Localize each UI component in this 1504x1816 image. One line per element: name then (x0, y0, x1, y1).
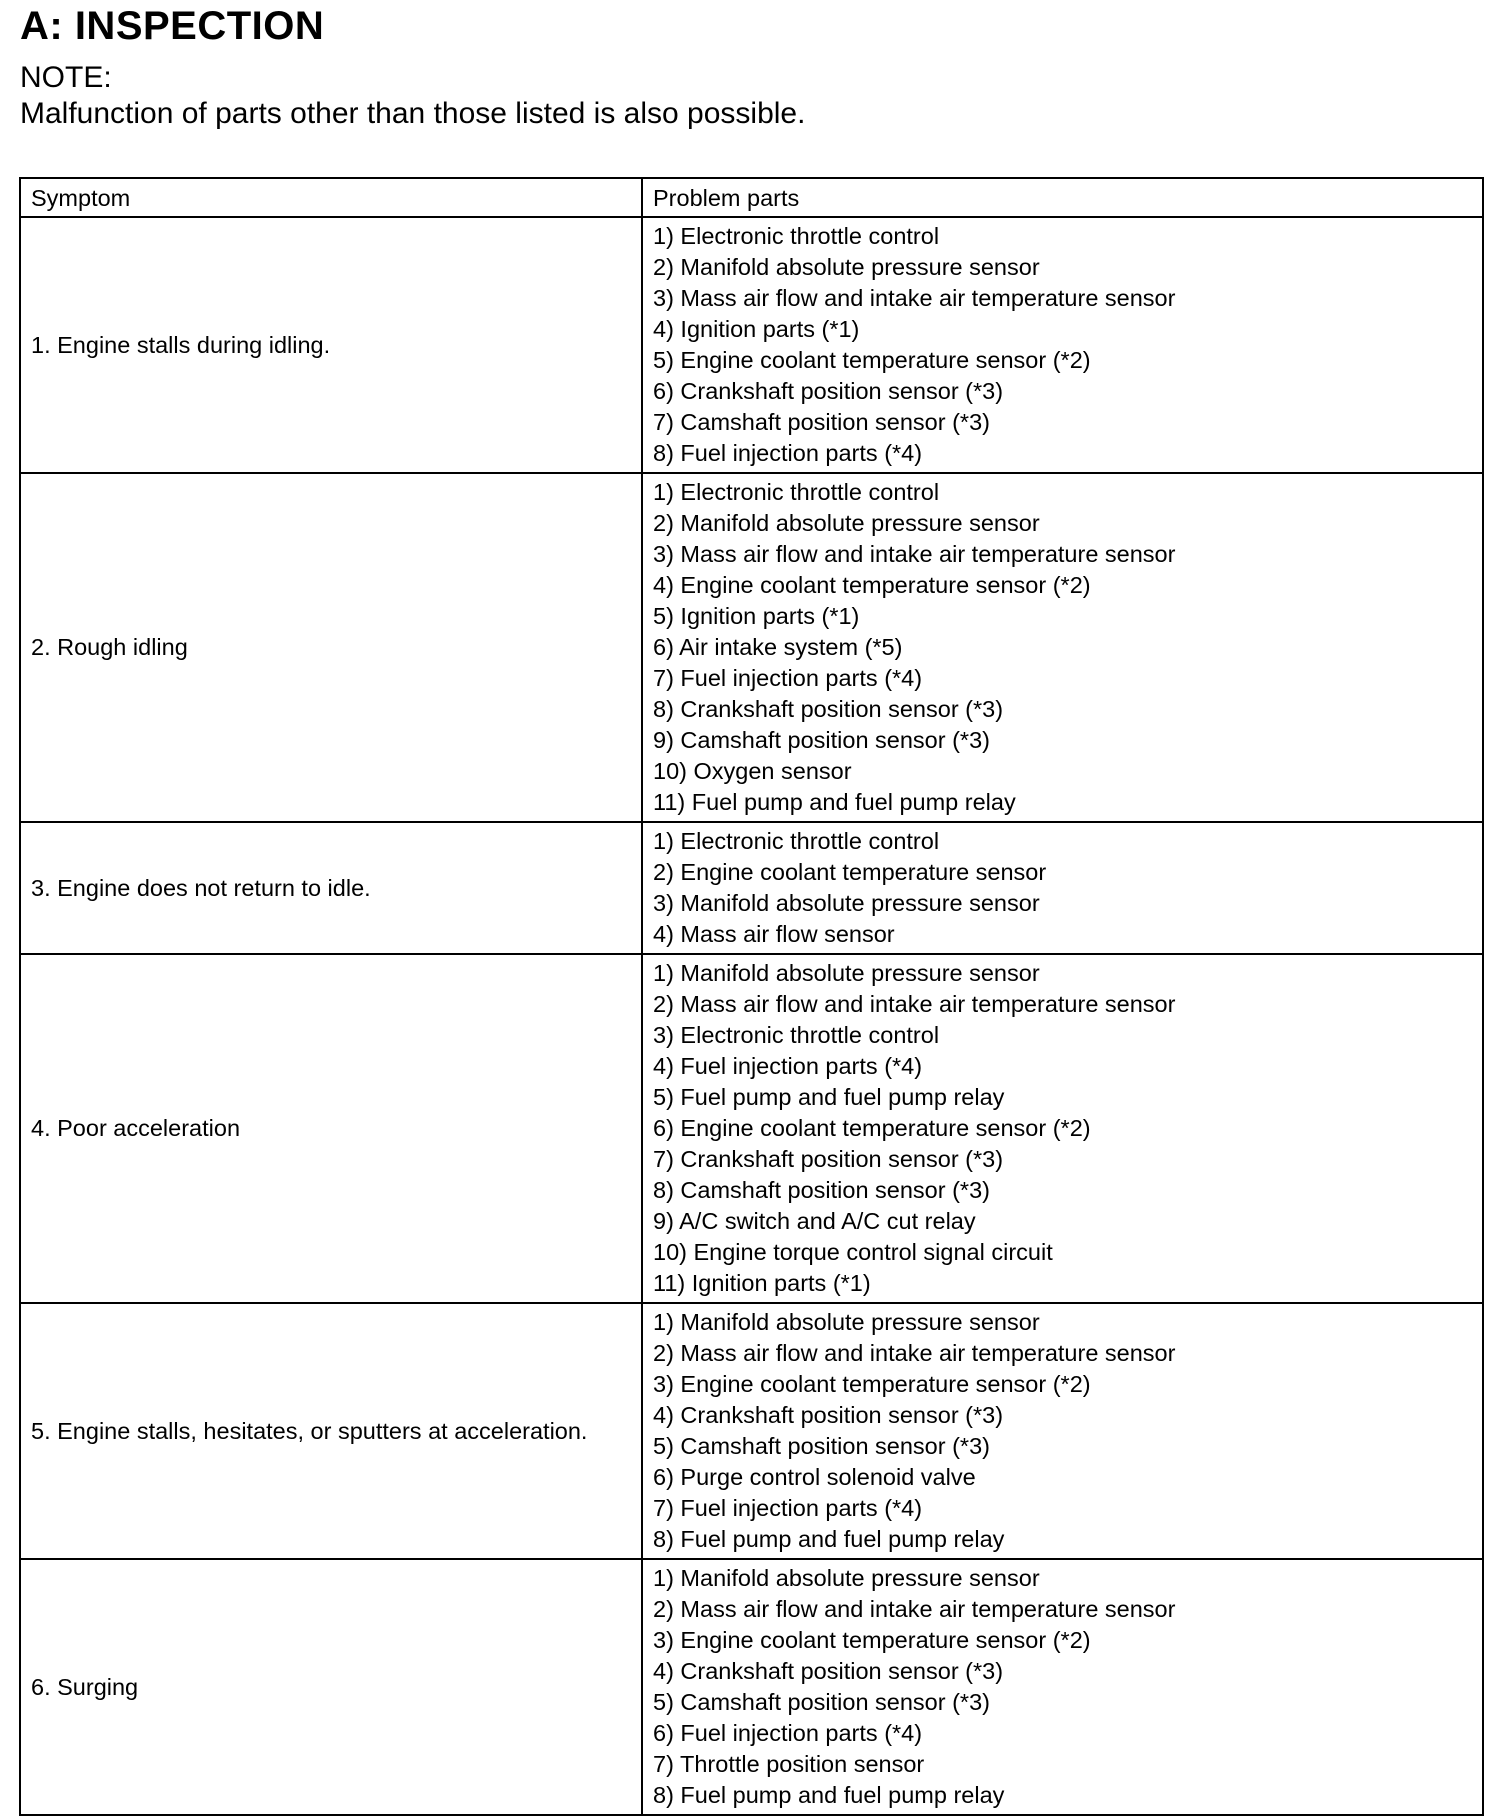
problem-part-item: 2) Mass air flow and intake air temperature sensor (653, 1340, 1176, 1366)
problem-part-item: 8) Fuel injection parts (*4) (653, 440, 923, 466)
problem-parts-list (653, 1307, 1472, 1555)
problem-parts-cell (642, 1559, 1483, 1815)
problem-part-item: 6) Purge control solenoid valve (653, 1464, 976, 1490)
problem-part-item: 6) Crankshaft position sensor (*3) (653, 378, 1004, 404)
problem-part-item: 2) Mass air flow and intake air temperature sensor (653, 991, 1176, 1017)
symptom-cell: 3. Engine does not return to idle. (20, 822, 642, 954)
problem-part-item: 6) Engine coolant temperature sensor (*2) (653, 1115, 1091, 1141)
problem-part-item: 1) Manifold absolute pressure sensor (653, 1309, 1040, 1335)
problem-part-item: 1) Electronic throttle control (653, 828, 940, 854)
problem-parts-cell (642, 217, 1483, 473)
problem-part-item: 7) Throttle position sensor (653, 1751, 925, 1777)
problem-part-item: 10) Engine torque control signal circuit (653, 1239, 1053, 1265)
note-text: Malfunction of parts other than those listed is also possible. (20, 97, 806, 130)
problem-part-item: 5) Ignition parts (*1) (653, 603, 860, 629)
problem-part-item: 6) Air intake system (*5) (653, 634, 903, 660)
problem-part-item: 3) Engine coolant temperature sensor (*2) (653, 1627, 1091, 1653)
problem-part-item: 5) Camshaft position sensor (*3) (653, 1689, 990, 1715)
problem-parts-cell (642, 954, 1483, 1303)
note-label: NOTE: (20, 61, 112, 94)
inspection-table (19, 177, 1484, 1816)
problem-part-item: 1) Manifold absolute pressure sensor (653, 1565, 1040, 1591)
problem-part-item: 2) Mass air flow and intake air temperature sensor (653, 1596, 1176, 1622)
problem-parts-list (653, 221, 1472, 469)
problem-part-item: 8) Fuel pump and fuel pump relay (653, 1526, 1005, 1552)
symptom-cell: 6. Surging (20, 1559, 642, 1815)
problem-part-item: 4) Crankshaft position sensor (*3) (653, 1658, 1004, 1684)
problem-part-item: 2) Engine coolant temperature sensor (653, 859, 1047, 885)
problem-part-item: 7) Fuel injection parts (*4) (653, 1495, 923, 1521)
problem-part-item: 5) Engine coolant temperature sensor (*2) (653, 347, 1091, 373)
problem-part-item: 3) Engine coolant temperature sensor (*2) (653, 1371, 1091, 1397)
problem-part-item: 5) Camshaft position sensor (*3) (653, 1433, 990, 1459)
table-row (20, 473, 1483, 822)
problem-parts-cell (642, 822, 1483, 954)
problem-part-item: 10) Oxygen sensor (653, 758, 852, 784)
symptom-cell: 5. Engine stalls, hesitates, or sputters at acceleration. (20, 1303, 642, 1559)
problem-part-item: 5) Fuel pump and fuel pump relay (653, 1084, 1005, 1110)
problem-part-item: 9) A/C switch and A/C cut relay (653, 1208, 976, 1234)
problem-part-item: 3) Mass air flow and intake air temperature sensor (653, 285, 1176, 311)
symptom-cell: 2. Rough idling (20, 473, 642, 822)
problem-part-item: 3) Manifold absolute pressure sensor (653, 890, 1040, 916)
problem-part-item: 3) Electronic throttle control (653, 1022, 940, 1048)
problem-part-item: 1) Electronic throttle control (653, 223, 940, 249)
symptom-cell: 4. Poor acceleration (20, 954, 642, 1303)
problem-part-item: 7) Crankshaft position sensor (*3) (653, 1146, 1004, 1172)
problem-part-item: 2) Manifold absolute pressure sensor (653, 510, 1040, 536)
problem-part-item: 4) Engine coolant temperature sensor (*2) (653, 572, 1091, 598)
problem-part-item: 1) Electronic throttle control (653, 479, 940, 505)
problem-part-item: 11) Fuel pump and fuel pump relay (653, 789, 1016, 815)
symptom-cell: 1. Engine stalls during idling. (20, 217, 642, 473)
problem-part-item: 4) Fuel injection parts (*4) (653, 1053, 923, 1079)
problem-part-item: 8) Camshaft position sensor (*3) (653, 1177, 990, 1203)
problem-part-item: 1) Manifold absolute pressure sensor (653, 960, 1040, 986)
problem-part-item: 2) Manifold absolute pressure sensor (653, 254, 1040, 280)
symptom-column-header: Symptom (20, 178, 642, 217)
problem-part-item: 11) Ignition parts (*1) (653, 1270, 871, 1296)
problem-parts-cell (642, 473, 1483, 822)
problem-parts-list (653, 958, 1472, 1299)
problem-part-item: 9) Camshaft position sensor (*3) (653, 727, 990, 753)
table-row (20, 954, 1483, 1303)
table-row (20, 1303, 1483, 1559)
table-row (20, 822, 1483, 954)
problem-part-item: 8) Fuel pump and fuel pump relay (653, 1782, 1005, 1808)
problem-part-item: 4) Mass air flow sensor (653, 921, 895, 947)
problem-part-item: 4) Ignition parts (*1) (653, 316, 860, 342)
table-body (20, 217, 1483, 1815)
problem-parts-cell (642, 1303, 1483, 1559)
problem-parts-column-header: Problem parts (642, 178, 1483, 217)
problem-part-item: 8) Crankshaft position sensor (*3) (653, 696, 1004, 722)
problem-part-item: 4) Crankshaft position sensor (*3) (653, 1402, 1004, 1428)
note-block (20, 60, 805, 132)
table-header-row (20, 178, 1483, 217)
problem-part-item: 6) Fuel injection parts (*4) (653, 1720, 923, 1746)
problem-parts-list (653, 826, 1472, 950)
page-title: A: INSPECTION (20, 4, 325, 48)
problem-part-item: 3) Mass air flow and intake air temperature sensor (653, 541, 1176, 567)
problem-part-item: 7) Fuel injection parts (*4) (653, 665, 923, 691)
problem-part-item: 7) Camshaft position sensor (*3) (653, 409, 990, 435)
table-row (20, 217, 1483, 473)
problem-parts-list (653, 477, 1472, 818)
table-row (20, 1559, 1483, 1815)
problem-parts-list (653, 1563, 1472, 1811)
